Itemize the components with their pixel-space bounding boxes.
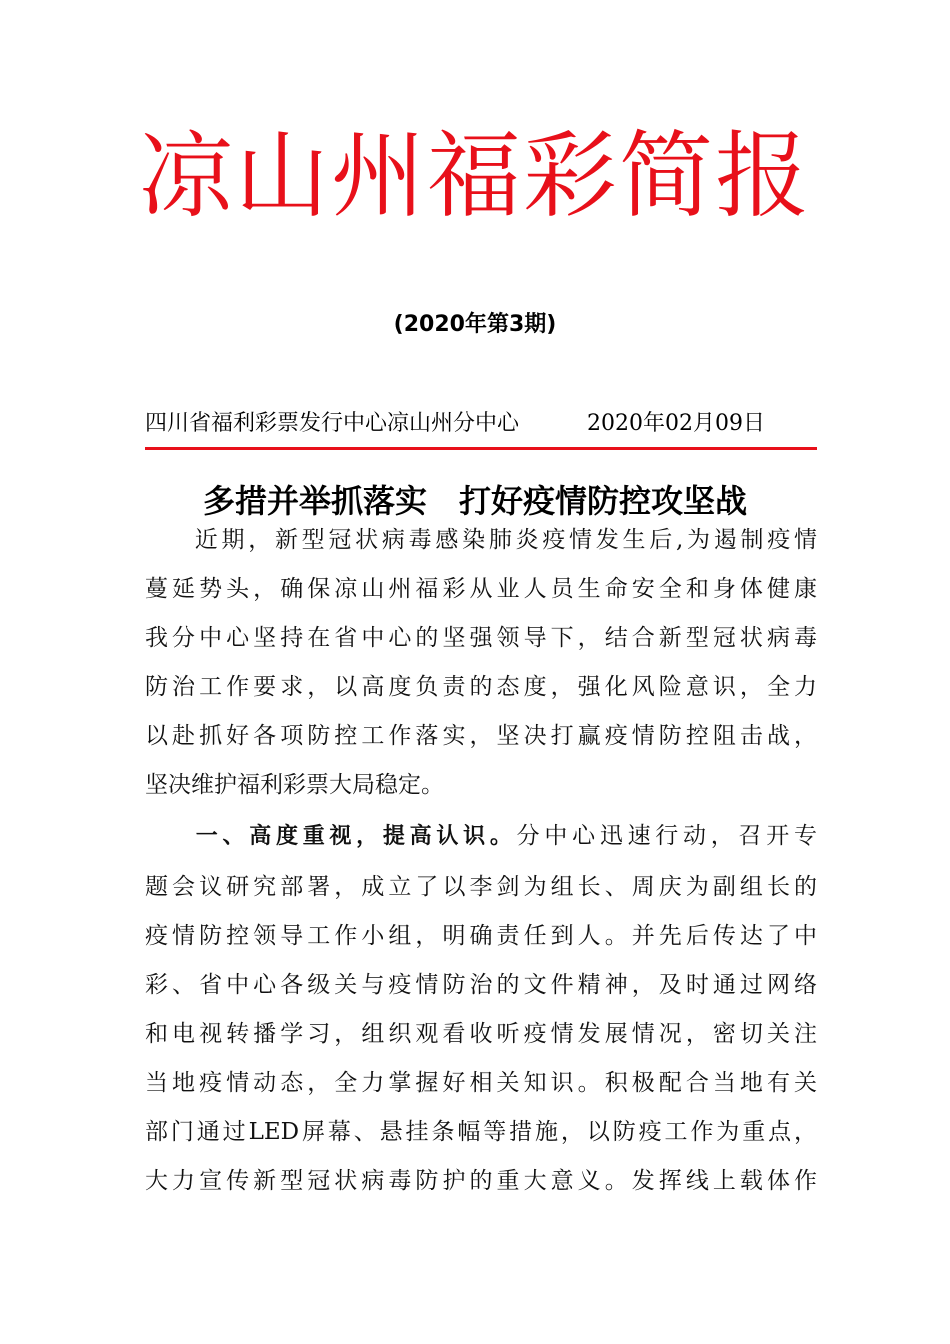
issuer-date-line xyxy=(145,407,817,447)
paragraph-line: 彩、省中心各级关与疫情防治的文件精神，及时通过网络 xyxy=(145,972,817,998)
paragraph-line: 部门通过LED屏幕、悬挂条幅等措施，以防疫工作为重点， xyxy=(145,1119,817,1145)
paragraph-line xyxy=(145,516,817,565)
paragraph-line: 疫情防控领导工作小组，明确责任到人。并先后传达了中 xyxy=(145,923,817,949)
paragraph-line: 当地疫情动态，全力掌握好相关知识。积极配合当地有关 xyxy=(145,1070,817,1096)
red-divider-rule xyxy=(145,447,817,450)
issue-number: (2020年第3期) xyxy=(393,312,557,337)
masthead-title: 凉山州福彩简报 xyxy=(138,122,811,231)
paragraph-line xyxy=(145,810,817,863)
paragraph-line: 以赴抓好各项防控工作落实，坚决打赢疫情防控阻击战， xyxy=(145,723,817,749)
paragraph-line: 和电视转播学习，组织观看收听疫情发展情况，密切关注 xyxy=(145,1021,817,1047)
issue-date: 2020年02月09日 xyxy=(587,411,765,436)
paragraph-1-line-1: 近期，新型冠状病毒感染肺炎疫情发生后,为遏制疫情 xyxy=(191,527,817,553)
paragraph-line: 我分中心坚持在省中心的坚强领导下，结合新型冠状病毒 xyxy=(145,625,817,651)
issuer-name: 四川省福利彩票发行中心凉山州分中心 xyxy=(145,411,520,436)
paragraph-line: 防治工作要求，以高度负责的态度，强化风险意识，全力 xyxy=(145,674,817,700)
article-headline: 多措并举抓落实 打好疫情防控攻坚战 xyxy=(202,482,747,520)
paragraph-line: 坚决维护福利彩票大局稳定。 xyxy=(145,772,444,798)
paragraph-line: 大力宣传新型冠状病毒防护的重大意义。发挥线上载体作 xyxy=(145,1168,817,1194)
paragraph-line: 蔓延势头，确保凉山州福彩从业人员生命安全和身体健康 xyxy=(145,576,817,602)
section-heading: 一、高度重视，提高认识。 xyxy=(191,824,517,849)
section-first-line-text: 分中心迅速行动，召开专 xyxy=(516,823,817,849)
paragraph-line: 题会议研究部署，成立了以李剑为组长、周庆为副组长的 xyxy=(145,874,817,900)
article-body xyxy=(145,516,817,1206)
